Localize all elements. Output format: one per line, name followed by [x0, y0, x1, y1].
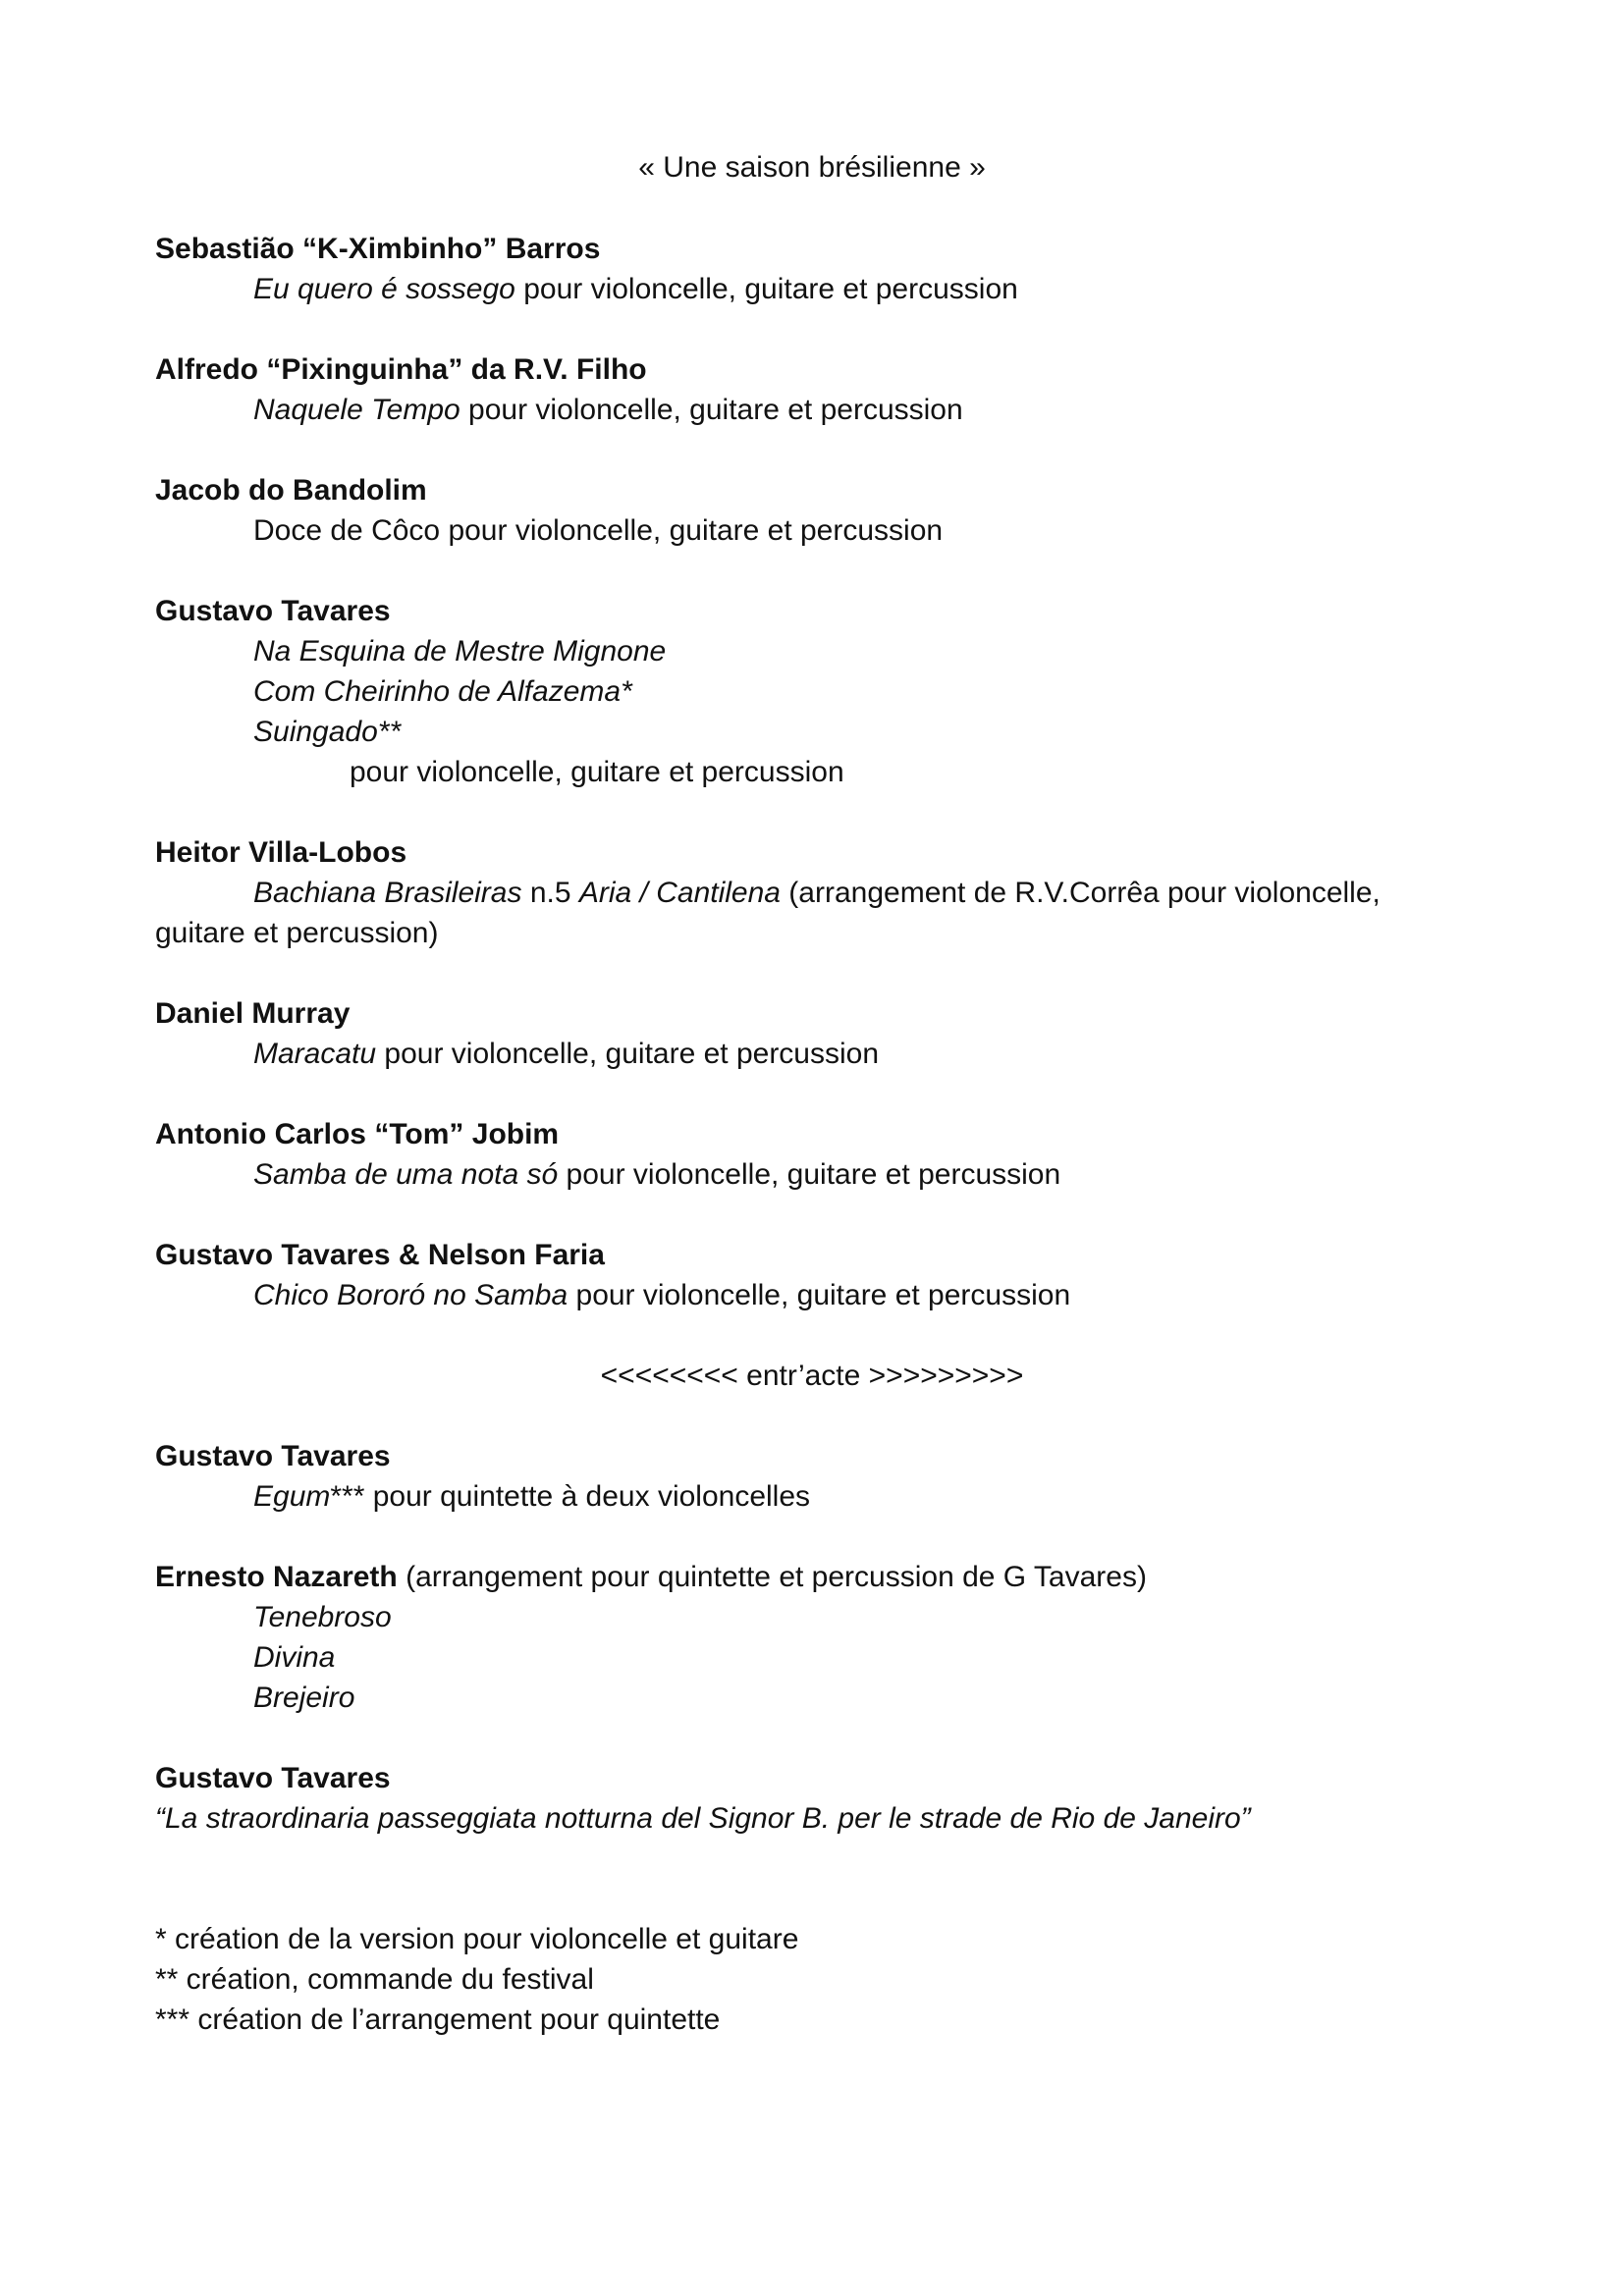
- composer-name: Ernesto Nazareth: [155, 1561, 398, 1593]
- work-line: [253, 634, 666, 669]
- work-instrumentation: pour violoncelle, guitare et percussion: [376, 1038, 880, 1070]
- work-line-continued: guitare et percussion): [155, 917, 439, 949]
- composer-name: Jacob do Bandolim: [155, 474, 427, 507]
- work-line: [253, 1278, 1070, 1313]
- work-title: Brejeiro: [253, 1682, 355, 1714]
- work-line: [253, 876, 1380, 911]
- work-line: [253, 1037, 879, 1072]
- work-title: Suingado**: [253, 716, 402, 748]
- work-instrumentation: pour violoncelle, guitare et percussion: [514, 273, 1018, 305]
- work-title: Egum: [253, 1480, 331, 1513]
- work-instrumentation: *** pour quintette à deux violoncelles: [330, 1480, 811, 1513]
- work-instrumentation: pour violoncelle, guitare et percussion: [460, 394, 963, 426]
- work-instrumentation: pour violoncelle, guitare et percussion: [568, 1279, 1071, 1311]
- composer-name: Heitor Villa-Lobos: [155, 836, 407, 869]
- work-title: Eu quero é sossego: [253, 273, 515, 305]
- work-title: “La straordinaria passeggiata notturna del Signor B. per le strade de Rio de Janeiro”: [155, 1802, 1251, 1835]
- work-line: [253, 1479, 810, 1515]
- work-title: Divina: [253, 1641, 336, 1674]
- program-title: « Une saison brésilienne »: [638, 151, 986, 184]
- work-line: [253, 1600, 392, 1635]
- composer-name: Antonio Carlos “Tom” Jobim: [155, 1118, 560, 1150]
- work-line: [253, 272, 1018, 307]
- work-title: Maracatu: [253, 1038, 377, 1070]
- work-instrumentation: (arrangement de R.V.Corrêa pour violoncelle,: [780, 877, 1380, 909]
- work-line: [253, 674, 632, 710]
- work-title: Aria / Cantilena: [578, 877, 781, 909]
- work-instrumentation: pour violoncelle, guitare et percussion: [558, 1158, 1061, 1191]
- composer-name: Gustavo Tavares & Nelson Faria: [155, 1239, 605, 1271]
- work-line: [253, 1681, 354, 1716]
- composer-name: Gustavo Tavares: [155, 1440, 391, 1472]
- composer-name: Gustavo Tavares: [155, 1762, 391, 1794]
- composer-name: Gustavo Tavares: [155, 595, 391, 627]
- work-instrumentation: pour violoncelle, guitare et percussion: [350, 756, 844, 788]
- work-title: Samba de uma nota só: [253, 1158, 559, 1191]
- footnote: * création de la version pour violoncelle et guitare: [155, 1923, 799, 1955]
- footnote: ** création, commande du festival: [155, 1963, 594, 1996]
- work-number: n.5: [521, 877, 579, 909]
- work-line: [155, 1801, 1251, 1837]
- composer-name: Daniel Murray: [155, 997, 351, 1030]
- composer-line: [155, 1560, 1147, 1595]
- work-line: [253, 1640, 335, 1676]
- work-title: Tenebroso: [253, 1601, 392, 1633]
- work-title: Na Esquina de Mestre Mignone: [253, 635, 667, 667]
- composer-name: Sebastião “K-Ximbinho” Barros: [155, 233, 601, 265]
- work-title: Com Cheirinho de Alfazema*: [253, 675, 632, 708]
- work-line: Doce de Côco pour violoncelle, guitare et percussion: [253, 514, 944, 547]
- footnote: *** création de l’arrangement pour quintette: [155, 2003, 721, 2036]
- work-line: [253, 393, 963, 428]
- work-title: Bachiana Brasileiras: [253, 877, 522, 909]
- arrangement-note: (arrangement pour quintette et percussion de G Tavares): [397, 1561, 1147, 1593]
- work-line: [253, 715, 401, 750]
- work-title: Chico Bororó no Samba: [253, 1279, 568, 1311]
- work-title: Naquele Tempo: [253, 394, 460, 426]
- entracte-divider: <<<<<<<< entr’acte >>>>>>>>>: [600, 1360, 1024, 1392]
- composer-name: Alfredo “Pixinguinha” da R.V. Filho: [155, 353, 647, 386]
- work-line: [253, 1157, 1060, 1193]
